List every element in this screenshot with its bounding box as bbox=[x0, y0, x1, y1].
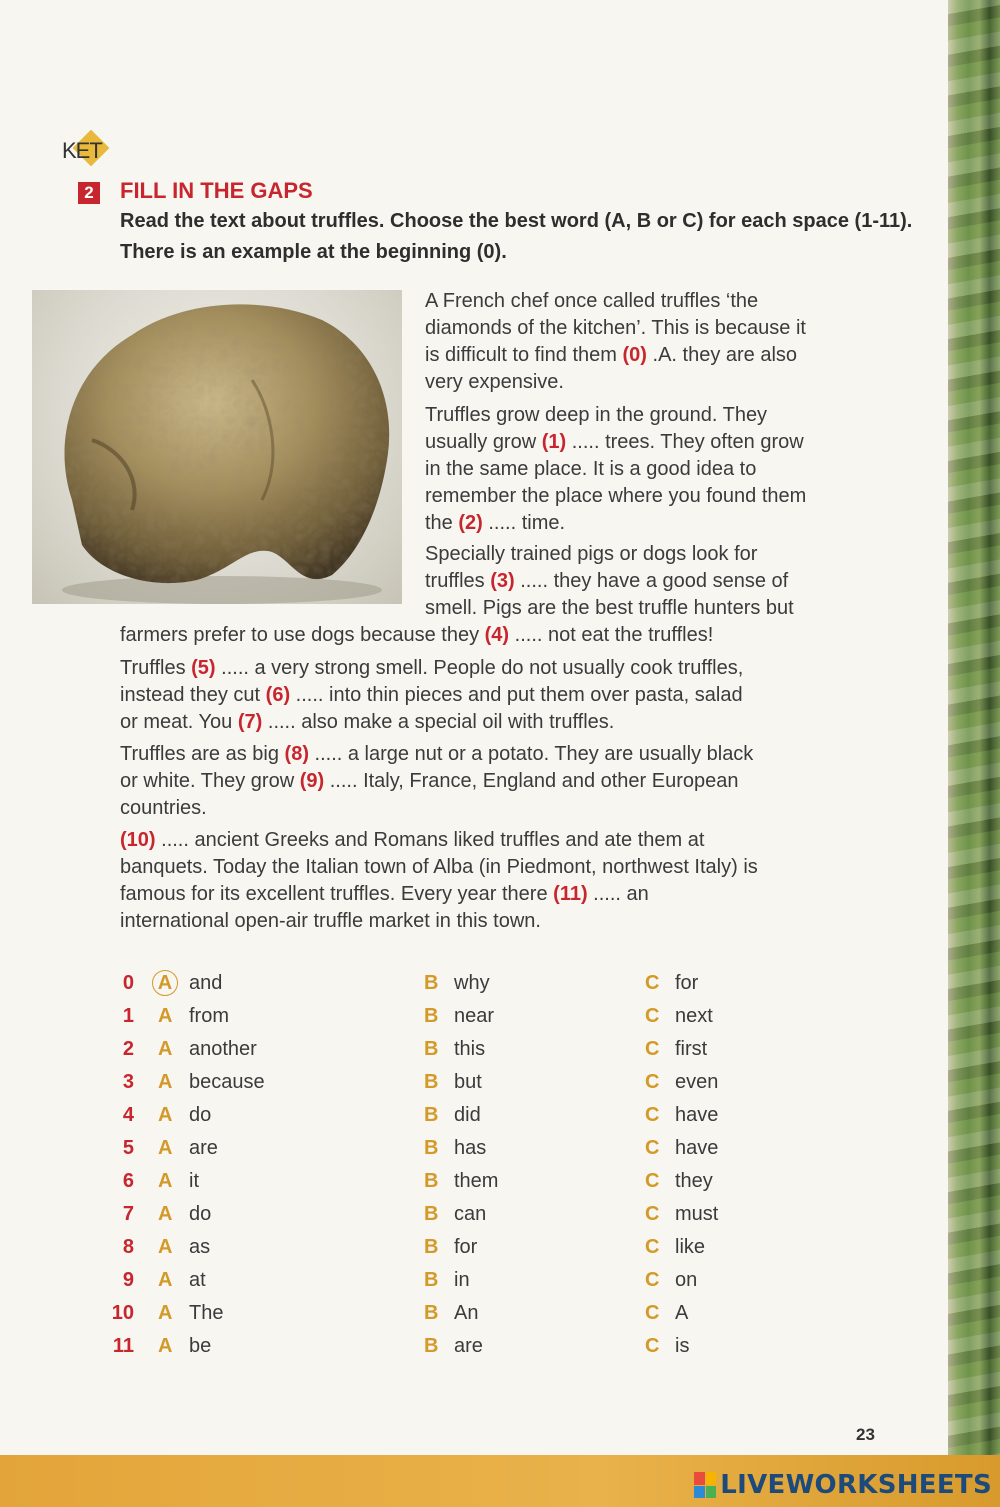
gap-number: (9) bbox=[299, 770, 325, 792]
text-line bbox=[425, 429, 915, 456]
liveworksheets-logo[interactable] bbox=[694, 1470, 992, 1500]
gap-number: (10) bbox=[120, 829, 156, 851]
option-letter-b[interactable]: B bbox=[424, 972, 439, 994]
option-letter-a[interactable]: A bbox=[158, 1071, 173, 1093]
option-word-c[interactable]: is bbox=[675, 1335, 690, 1357]
option-letter-b[interactable]: B bbox=[424, 1170, 439, 1192]
option-word-c[interactable]: even bbox=[675, 1071, 719, 1093]
text-fragment: or white. They grow bbox=[120, 770, 300, 792]
option-letter-a[interactable]: A bbox=[158, 1269, 173, 1291]
option-word-c[interactable]: A bbox=[675, 1302, 689, 1324]
option-word-a[interactable]: at bbox=[189, 1269, 206, 1291]
option-word-a[interactable]: do bbox=[189, 1203, 212, 1225]
text-fragment: ..... trees. They often grow bbox=[566, 431, 804, 453]
text-line bbox=[425, 342, 915, 369]
paragraph-5 bbox=[120, 741, 920, 822]
option-word-c[interactable]: like bbox=[675, 1236, 706, 1258]
gap-number: (2) bbox=[458, 512, 483, 534]
option-letter-a[interactable]: A bbox=[158, 1170, 173, 1192]
answer-row bbox=[0, 1071, 948, 1104]
option-letter-c[interactable]: C bbox=[645, 1170, 660, 1192]
text-line: diamonds of the kitchen’. This is because it bbox=[425, 317, 806, 339]
text-fragment: truffles bbox=[425, 570, 491, 592]
option-word-b[interactable]: can bbox=[454, 1203, 487, 1225]
ket-badge bbox=[62, 135, 122, 169]
text-fragment: famous for its excellent truffles. Every year there bbox=[120, 883, 554, 905]
gap-number: (6) bbox=[265, 684, 291, 706]
text-fragment: ..... they have a good sense of bbox=[514, 570, 789, 592]
paragraph-6 bbox=[120, 827, 920, 935]
option-word-c[interactable]: have bbox=[675, 1137, 719, 1159]
option-word-b[interactable]: them bbox=[454, 1170, 499, 1192]
option-word-a[interactable]: it bbox=[189, 1170, 199, 1192]
text-line: countries. bbox=[120, 797, 207, 819]
option-letter-b[interactable]: B bbox=[424, 1104, 439, 1126]
gap-number: (8) bbox=[284, 743, 309, 765]
question-number: 10 bbox=[111, 1302, 134, 1324]
answer-row bbox=[0, 1236, 948, 1269]
paragraph-4 bbox=[120, 655, 920, 736]
paragraph-3-continued bbox=[120, 622, 920, 649]
option-letter-b[interactable]: B bbox=[424, 1335, 439, 1357]
option-letter-c[interactable]: C bbox=[645, 1269, 660, 1291]
paragraph-2 bbox=[425, 402, 915, 537]
option-word-b[interactable]: are bbox=[454, 1335, 483, 1357]
option-word-a[interactable]: another bbox=[189, 1038, 257, 1060]
option-word-c[interactable]: next bbox=[675, 1005, 713, 1027]
foliage-edge bbox=[948, 0, 1000, 1455]
option-word-b[interactable]: An bbox=[454, 1302, 479, 1324]
text-fragment: ..... an bbox=[587, 883, 649, 905]
option-word-a[interactable]: because bbox=[189, 1071, 265, 1093]
text-line bbox=[120, 709, 920, 736]
text-line bbox=[120, 827, 920, 854]
option-word-a[interactable]: are bbox=[189, 1137, 218, 1159]
option-letter-b[interactable]: B bbox=[424, 1038, 439, 1060]
text-fragment: usually grow bbox=[425, 431, 542, 453]
option-word-c[interactable]: first bbox=[675, 1038, 708, 1060]
ket-label: KET bbox=[62, 138, 102, 163]
option-word-c[interactable]: on bbox=[675, 1269, 698, 1291]
text-line bbox=[120, 741, 920, 768]
option-letter-c[interactable]: C bbox=[645, 972, 660, 994]
gap-number: (5) bbox=[191, 657, 216, 679]
option-letter-c[interactable]: C bbox=[645, 1038, 660, 1060]
option-word-b[interactable]: in bbox=[454, 1269, 470, 1291]
question-number: 7 bbox=[122, 1203, 134, 1225]
gap-number: (7) bbox=[237, 711, 263, 733]
text-line bbox=[120, 881, 920, 908]
text-fragment: ..... also make a special oil with truffles. bbox=[262, 711, 615, 733]
option-word-a[interactable]: from bbox=[189, 1005, 229, 1027]
text-fragment: the bbox=[425, 512, 459, 534]
text-line: Specially trained pigs or dogs look for bbox=[425, 543, 758, 565]
answer-row bbox=[0, 1203, 948, 1236]
option-letter-a[interactable]: A bbox=[158, 1137, 173, 1159]
text-line bbox=[120, 655, 920, 682]
option-letter-b[interactable]: B bbox=[424, 1236, 439, 1258]
text-fragment: ..... a very strong smell. People do not usually cook truffles, bbox=[215, 657, 744, 679]
exercise-number: 2 bbox=[78, 182, 100, 204]
question-number: 2 bbox=[122, 1038, 134, 1060]
gap-number: (11) bbox=[553, 883, 588, 905]
option-letter-a[interactable]: A bbox=[158, 1104, 173, 1126]
option-letter-c[interactable]: C bbox=[645, 1302, 660, 1324]
option-letter-c[interactable]: C bbox=[645, 1071, 660, 1093]
option-word-b[interactable]: why bbox=[454, 972, 490, 994]
text-line bbox=[120, 768, 920, 795]
text-fragment: ..... Italy, France, England and other European bbox=[324, 770, 739, 792]
question-number: 3 bbox=[122, 1071, 134, 1093]
option-letter-b[interactable]: B bbox=[424, 1302, 439, 1324]
option-word-a[interactable]: as bbox=[189, 1236, 211, 1258]
text-line bbox=[120, 682, 920, 709]
logo-text: LIVEWORKSHEETS bbox=[720, 1470, 992, 1500]
option-word-b[interactable]: has bbox=[454, 1137, 487, 1159]
question-number: 9 bbox=[122, 1269, 134, 1291]
option-letter-b[interactable]: B bbox=[424, 1005, 439, 1027]
question-number: 4 bbox=[122, 1104, 134, 1126]
text-line: Truffles grow deep in the ground. They bbox=[425, 404, 768, 426]
text-fragment: ..... a large nut or a potato. They are usually black bbox=[308, 743, 754, 765]
option-word-c[interactable]: they bbox=[675, 1170, 713, 1192]
option-letter-a[interactable]: A bbox=[158, 1236, 173, 1258]
text-line bbox=[425, 510, 915, 537]
answer-row bbox=[0, 1038, 948, 1071]
text-line: in the same place. It is a good idea to bbox=[425, 458, 757, 480]
option-word-c[interactable]: for bbox=[675, 972, 699, 994]
option-letter-c[interactable]: C bbox=[645, 1203, 660, 1225]
text-fragment: ..... into thin pieces and put them over pasta, salad bbox=[290, 684, 743, 706]
option-letter-b[interactable]: B bbox=[424, 1269, 439, 1291]
text-line: A French chef once called truffles ‘the bbox=[425, 290, 759, 312]
example-answer: .A. bbox=[646, 344, 677, 366]
text-fragment: or meat. You bbox=[120, 711, 238, 733]
question-number: 8 bbox=[122, 1236, 134, 1258]
option-letter-c[interactable]: C bbox=[645, 1137, 660, 1159]
exercise-instructions: Read the text about truffles. Choose the best word (A, B or C) for each space (1-11). There is an example at the beginning (0). bbox=[120, 210, 913, 263]
question-number: 11 bbox=[112, 1335, 134, 1357]
text-fragment: Truffles bbox=[120, 657, 192, 679]
option-word-b[interactable]: for bbox=[454, 1236, 478, 1258]
text-fragment: ..... not eat the truffles! bbox=[509, 624, 714, 646]
option-word-a[interactable]: The bbox=[189, 1302, 224, 1324]
exercise-title: FILL IN THE GAPS bbox=[120, 178, 313, 203]
option-letter-a[interactable] bbox=[152, 972, 178, 996]
text-line: very expensive. bbox=[425, 371, 564, 393]
gap-number: (3) bbox=[490, 570, 515, 592]
question-number: 0 bbox=[122, 972, 134, 994]
option-letter-a[interactable]: A bbox=[158, 1335, 173, 1357]
option-word-a[interactable]: and bbox=[189, 972, 223, 994]
option-word-a[interactable]: do bbox=[189, 1104, 212, 1126]
gap-number: (4) bbox=[484, 624, 510, 646]
option-word-c[interactable]: have bbox=[675, 1104, 719, 1126]
paragraph-1 bbox=[425, 288, 915, 396]
text-fragment: instead they cut bbox=[120, 684, 266, 706]
option-word-b[interactable]: this bbox=[454, 1038, 486, 1060]
question-number: 6 bbox=[122, 1170, 134, 1192]
gap-number: (1) bbox=[541, 431, 567, 453]
option-word-a[interactable]: be bbox=[189, 1335, 212, 1357]
text-line: international open-air truffle market in this town. bbox=[120, 910, 541, 932]
gap-number: (0) bbox=[622, 344, 647, 366]
text-fragment: is difficult to find them bbox=[425, 344, 623, 366]
question-number: 1 bbox=[122, 1005, 134, 1027]
answer-row bbox=[0, 1302, 948, 1335]
text-fragment: farmers prefer to use dogs because they bbox=[120, 624, 485, 646]
text-fragment: ..... ancient Greeks and Romans liked truffles and ate them at bbox=[155, 829, 705, 851]
text-line: remember the place where you found them bbox=[425, 485, 807, 507]
option-letter-b[interactable]: B bbox=[424, 1071, 439, 1093]
text-line: smell. Pigs are the best truffle hunters but bbox=[425, 597, 794, 619]
truffle-image bbox=[32, 290, 402, 604]
text-fragment: Truffles are as big bbox=[120, 743, 285, 765]
truffle-photo bbox=[32, 290, 402, 604]
option-word-c[interactable]: must bbox=[675, 1203, 719, 1225]
option-letter-c[interactable]: C bbox=[645, 1005, 660, 1027]
question-number: 5 bbox=[122, 1137, 134, 1159]
option-letter-c[interactable]: C bbox=[645, 1335, 660, 1357]
option-letter-a[interactable]: A bbox=[158, 1038, 173, 1060]
text-line bbox=[425, 568, 915, 595]
option-letter-c[interactable]: C bbox=[645, 1236, 660, 1258]
answer-row bbox=[0, 1104, 948, 1137]
option-letter-a[interactable]: A bbox=[158, 1005, 173, 1027]
liveworksheets-icon bbox=[694, 1472, 716, 1498]
answer-row bbox=[0, 1005, 948, 1038]
option-letter-c[interactable]: C bbox=[645, 1104, 660, 1126]
answer-row bbox=[0, 1137, 948, 1170]
page-number: 23 bbox=[856, 1425, 875, 1444]
answer-row bbox=[0, 1335, 948, 1368]
text-fragment: ..... time. bbox=[482, 512, 566, 534]
answer-row bbox=[0, 1170, 948, 1203]
option-word-b[interactable]: did bbox=[454, 1104, 481, 1126]
option-letter-b[interactable]: B bbox=[424, 1137, 439, 1159]
option-word-b[interactable]: near bbox=[454, 1005, 495, 1027]
text-line: banquets. Today the Italian town of Alba (in Piedmont, northwest Italy) is bbox=[120, 856, 758, 878]
circled-answer: A bbox=[152, 970, 178, 996]
text-fragment: they are also bbox=[676, 344, 798, 366]
paragraph-3 bbox=[425, 541, 915, 622]
option-letter-a[interactable]: A bbox=[158, 1302, 173, 1324]
answer-row bbox=[0, 1269, 948, 1302]
answer-row bbox=[0, 972, 948, 1005]
option-word-b[interactable]: but bbox=[454, 1071, 482, 1093]
option-letter-b[interactable]: B bbox=[424, 1203, 439, 1225]
option-letter-a[interactable]: A bbox=[158, 1203, 173, 1225]
